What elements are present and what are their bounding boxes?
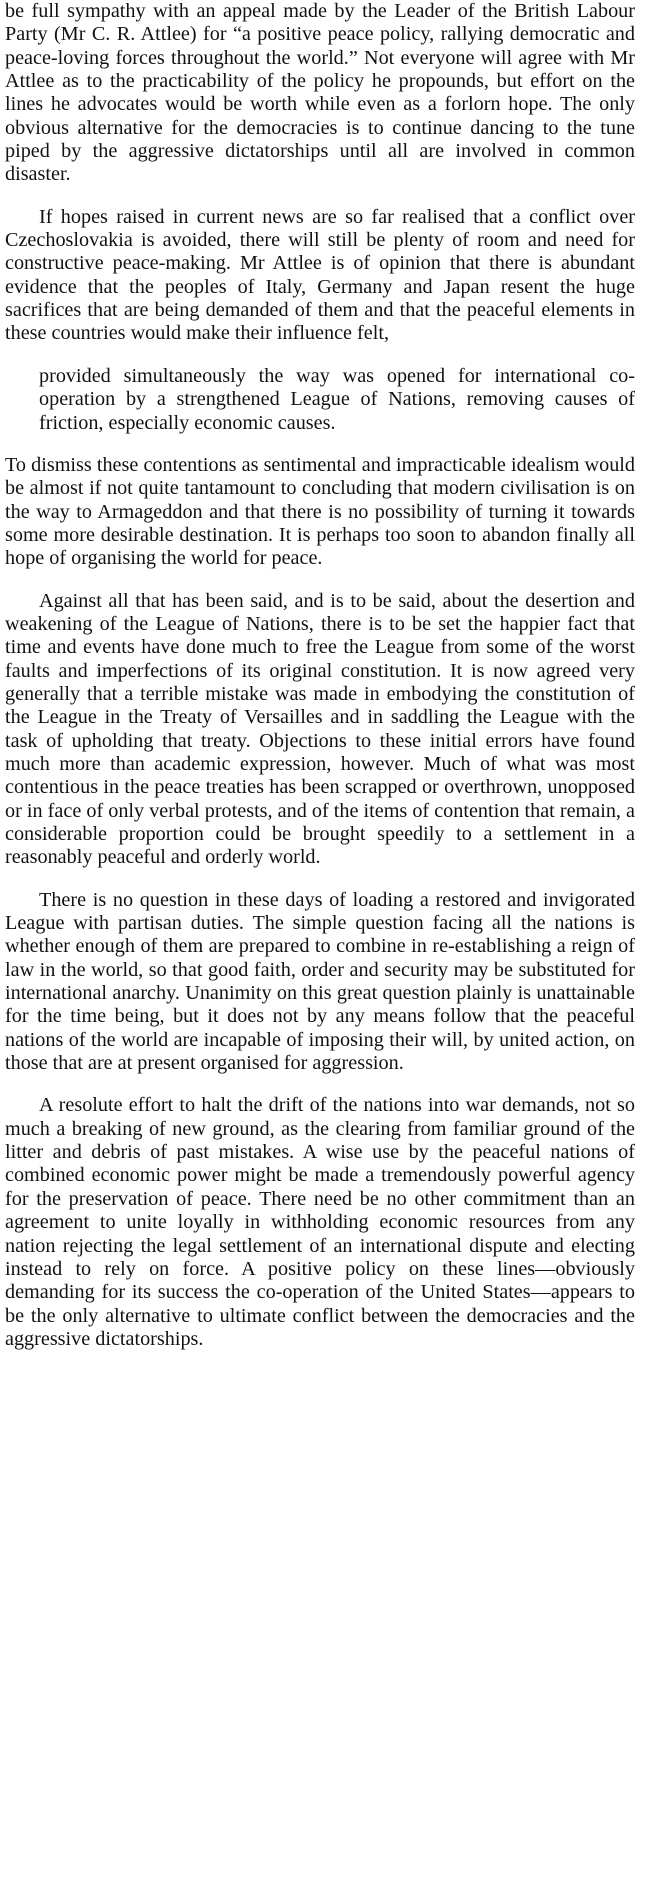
paragraph-economic-power: A resolute effort to halt the drift of the nations into war demands, not so much a breaking of new ground, as the clearing from familiar ground of the litter and debris of past mistakes. A wise use by the peaceful nations of combined economic power might be made a tremendously powerful agency for the preservation of peace. There need be no other commitment than an agreement to unite loyally in withholding economic resources from any nation rejecting the legal settlement of an international dispute and electing instead to rely on force. A positive policy on these lines—obviously demanding for its success the co-operation of the United States—appears to be the only alternative to ultimate conflict between the democracies and the aggressive dictatorships.: [5, 1094, 635, 1350]
paragraph-attlee-appeal: be full sympathy with an appeal made by the Leader of the British Labour Party (Mr C. R. Attlee) for “a positive peace policy, rallying democratic and peace-loving forces throughout the world.” Not everyone will agree with Mr Attlee as to the practicability of the policy he propounds, but effort on the lines he advocates would be worth while even as a forlorn hope. The only obvious alternative for the democracies is to continue dancing to the tune piped by the aggressive dictatorships until all are involved in common disaster.: [5, 0, 635, 186]
block-quote-league: provided simultaneously the way was opened for international co-operation by a strengthened League of Nations, removing causes of friction, especially economic causes.: [39, 364, 635, 434]
paragraph-idealism: To dismiss these contentions as sentimental and impracticable idealism would be almost if not quite tantamount to concluding that modern civilisation is on the way to Armageddon and that there is no possibility of turning it towards some more desirable destination. It is perhaps too soon to abandon finally all hope of organising the world for peace.: [5, 453, 635, 570]
paragraph-czechoslovakia: If hopes raised in current news are so far realised that a conflict over Czechoslovakia is avoided, there will still be plenty of room and need for constructive peace-making. Mr Attlee is of opinion that there is abundant evidence that the peoples of Italy, Germany and Japan resent the huge sacrifices that are being demanded of them and that the peaceful elements in these countries would make their influence felt,: [5, 205, 635, 345]
paragraph-reign-of-law: There is no question in these days of loading a restored and invigorated League with partisan duties. The simple question facing all the nations is whether enough of them are prepared to combine in re-establishing a reign of law in the world, so that good faith, order and security may be substituted for international anarchy. Unanimity on this great question plainly is unattainable for the time being, but it does not by any means follow that the peaceful nations of the world are incapable of imposing their will, by united action, on those that are at present organised for aggression.: [5, 888, 635, 1075]
paragraph-league-reform: Against all that has been said, and is to be said, about the desertion and weakening of the League of Nations, there is to be set the happier fact that time and events have done much to free the League from some of the worst faults and imperfections of its original constitution. It is now agreed very generally that a terrible mistake was made in embodying the constitution of the League in the Treaty of Versailles and in saddling the League with the task of upholding that treaty. Objections to these initial errors have found much more than academic expression, however. Much of what was most contentious in the peace treaties has been scrapped or overthrown, unopposed or in face of only verbal protests, and of the items of contention that remain, a considerable proportion could be brought speedily to a settlement in a reasonably peaceful and orderly world.: [5, 589, 635, 869]
